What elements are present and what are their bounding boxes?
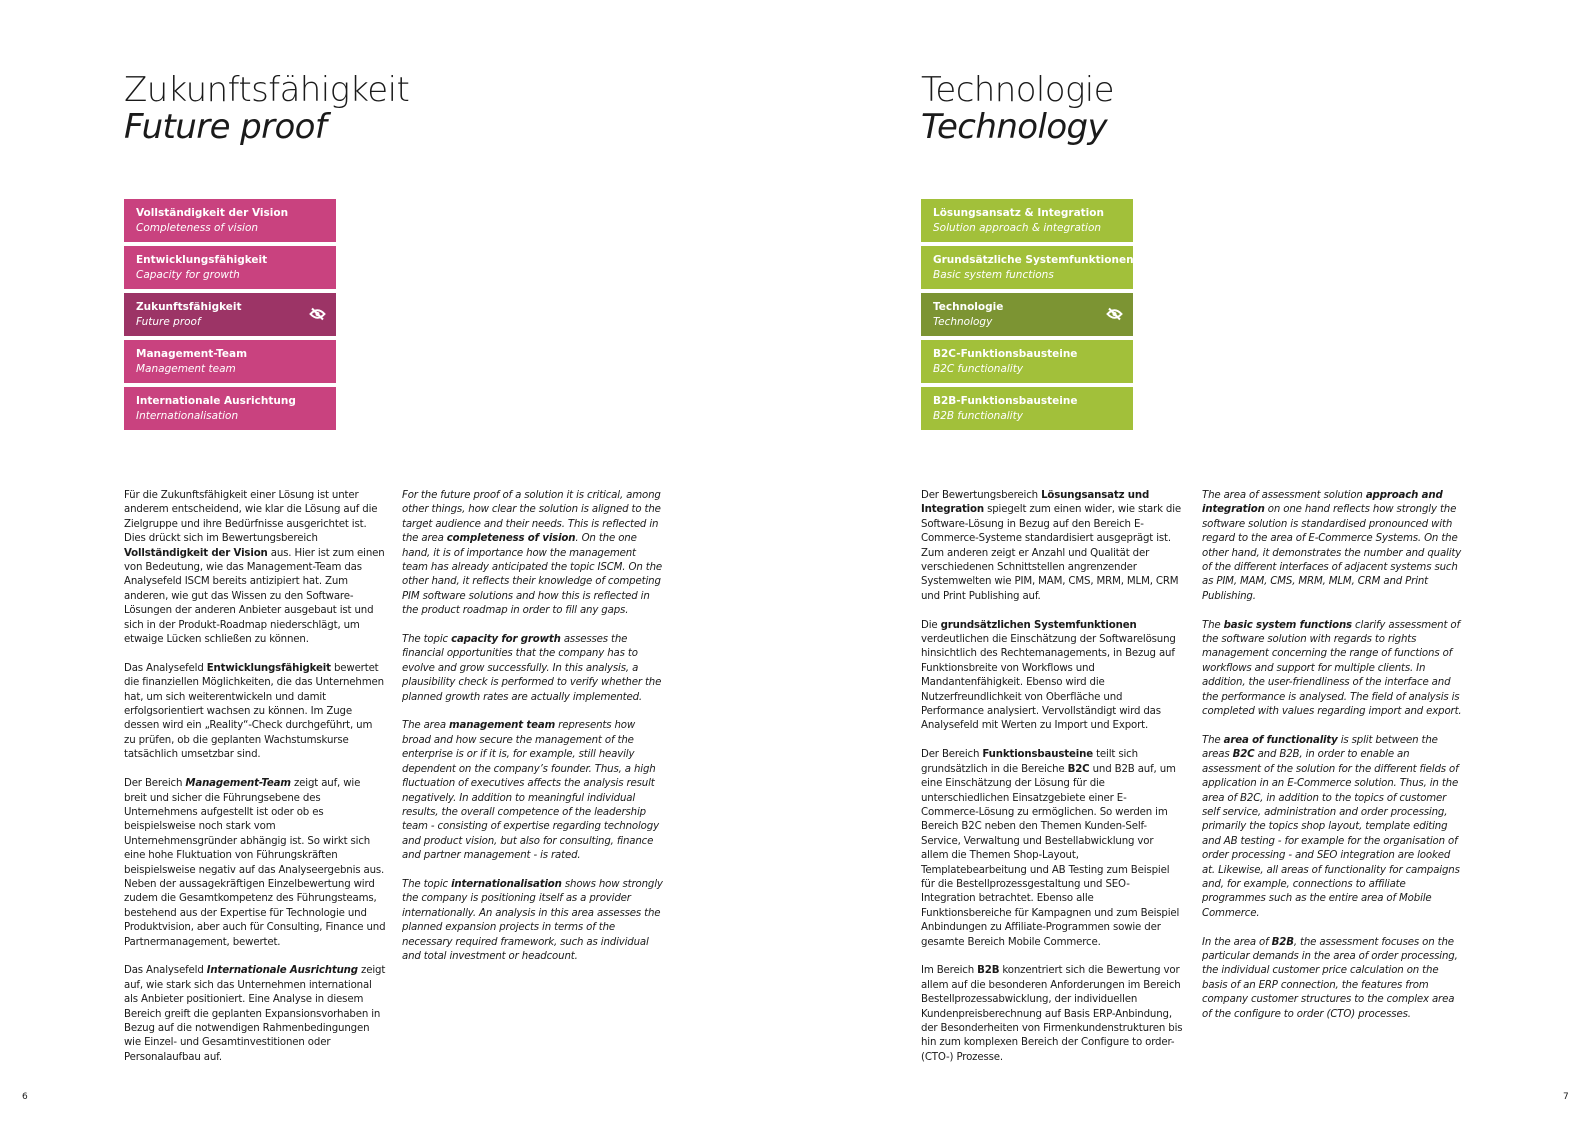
menu-item-label-de: Zukunftsfähigkeit xyxy=(136,301,242,313)
paragraph: Das Analysefeld Internationale Ausrichtung zeigt auf, wie stark sich das Unternehmen international als Anbieter positioniert. Eine Analyse in diesem Bereich greift die geplanten Expansionsvorhaben in Bezug auf die notwendigen Rahmenbedingungen wie Einzel- und Gesamtinvestitionen oder Personalaufbau auf. xyxy=(124,965,386,1063)
paragraph: The topic capacity for growth assesses the financial opportunities that the company has to evolve and grow successfully. In this analysis, a plausibility check is performed to verify whether the planned growth rates are actually implemented. xyxy=(402,634,662,703)
section-menu-right xyxy=(921,199,1133,434)
menu-item-label-en: Management team xyxy=(136,363,236,375)
emphasis: grundsätzlichen Systemfunktionen xyxy=(940,619,1137,631)
menu-item-label-en: B2B functionality xyxy=(933,410,1023,422)
body-text-de-right xyxy=(921,489,1183,1080)
page-title-right xyxy=(921,72,1114,146)
eye-slash-icon xyxy=(1106,307,1123,321)
menu-item-label-en: Internationalisation xyxy=(136,410,239,422)
paragraph: Im Bereich B2B konzentriert sich die Bewertung vor allem auf die besonderen Anforderungen im Bereich Bestellprozessabwicklung, der individuellen Kundenpreisberechnung auf Basis ERP-Anbindung, der Besonderheiten von Firmenkundenstrukturen bis hin zum komplexen Bereich der Configure to order-(CTO-) Prozesse. xyxy=(921,965,1183,1063)
emphasis: Entwicklungsfähigkeit xyxy=(206,662,331,674)
menu-item-label-en: Basic system functions xyxy=(933,269,1054,281)
menu-item-label-en: Solution approach & integration xyxy=(933,222,1102,234)
emphasis: Lösungsansatz und Integration xyxy=(921,490,1150,516)
menu-item-solution-approach[interactable] xyxy=(921,199,1133,242)
body-text-en-left xyxy=(402,489,664,979)
paragraph: The topic internationalisation shows how strongly the company is positioning itself as a provider internationally. An analysis in this area assesses the planned expansion projects in terms of the necessary required framework, such as individual and total investment or headcount. xyxy=(402,878,663,962)
page-number-right: 7 xyxy=(1563,1092,1569,1102)
paragraph: In the area of B2B, the assessment focuses on the particular demands in the area of order processing, the individual customer price calculation on the basis of an ERP connection, the features from company customer structures to the complex area of the configure to order (CTO) processes. xyxy=(1202,936,1458,1020)
section-menu-left xyxy=(124,199,336,434)
paragraph: Der Bewertungsbereich Lösungsansatz und Integration spiegelt zum einen wider, wie stark die Software-Lösung in Bezug auf den Bereich E-Commerce-Systeme standardisiert ausgeprägt ist. Zum anderen zeigt er Anzahl und Qualität der verschiedenen Schnittstellen angrenzender Systemwelten wie PIM, MAM, CMS, MRM, MLM, CRM und Print Publishing auf. xyxy=(921,490,1182,602)
emphasis: capacity for growth xyxy=(451,634,561,646)
emphasis: basic system functions xyxy=(1223,619,1352,631)
menu-item-label-en: B2C functionality xyxy=(933,363,1024,375)
menu-item-label-de: Grundsätzliche Systemfunktionen xyxy=(933,254,1134,266)
eye-slash-icon xyxy=(309,307,326,321)
page-number-left: 6 xyxy=(22,1092,28,1102)
menu-item-b2c-functionality[interactable] xyxy=(921,340,1133,383)
body-text-de-left xyxy=(124,489,386,1080)
emphasis: Funktionsbausteine xyxy=(982,749,1093,761)
menu-item-label-en: Future proof xyxy=(136,316,201,328)
title-en: Technology xyxy=(921,107,1108,147)
emphasis: B2C xyxy=(1232,749,1255,761)
paragraph: Für die Zukunftsfähigkeit einer Lösung ist unter anderem entscheidend, wie klar die Lösung auf die Zielgruppe und ihre Bedürfnisse ausgerichtet ist. Dies drückt sich im Bewertungsbereich Vollständigkeit der Vision aus. Hier ist zum einen von Bedeutung, wie das Management-Team das Analysefeld ISCM bereits antizipiert hat. Zum anderen, wie gut das Wissen zu den Software-Lösungen der anderen Anbieter ausgebaut ist und sich in der Produkt-Roadmap niederschlägt, um etwaige Lücken schließen zu können. xyxy=(124,490,385,646)
menu-item-completeness-of-vision[interactable] xyxy=(124,199,336,242)
emphasis: area of functionality xyxy=(1223,734,1338,746)
menu-item-label-de: Internationale Ausrichtung xyxy=(136,395,296,407)
menu-item-b2b-functionality[interactable] xyxy=(921,387,1133,430)
menu-item-label-de: Entwicklungsfähigkeit xyxy=(136,254,268,266)
menu-item-label-en: Capacity for growth xyxy=(136,269,240,281)
menu-item-basic-system-functions[interactable] xyxy=(921,246,1133,289)
menu-item-label-de: Vollständigkeit der Vision xyxy=(136,207,289,219)
emphasis: Internationale Ausrichtung xyxy=(206,965,358,977)
menu-item-capacity-for-growth[interactable] xyxy=(124,246,336,289)
emphasis: Management-Team xyxy=(185,778,291,790)
paragraph: Das Analysefeld Entwicklungsfähigkeit bewertet die finanziellen Möglichkeiten, die das Unternehmen hat, um sich weiterentwickeln und damit erfolgsorientiert wachsen zu können. Im Zuge dessen wird ein „Reality“-Check durchgeführt, um zu prüfen, ob die geplanten Wachstumskurse tatsächlich umsetzbar sind. xyxy=(124,662,384,761)
paragraph: Der Bereich Management-Team zeigt auf, wie breit und sicher die Führungsebene des Unternehmens aufgestellt ist oder ob es beispielsweise noch stark vom Unternehmensgründer abhängig ist. So wirkt sich eine hohe Fluktuation von Führungskräften beispielsweise negativ auf das Analyseergebnis aus. Neben der aussagekräftigen Einzelbewertung wird zudem die Gesamtkompetenz des Führungsteams, bestehend aus der Expertise für Technologie und Produktvision, aber auch für Consulting, Finance und Partnermanagement, bewertet. xyxy=(124,778,386,948)
menu-item-label-de: B2B-Funktionsbausteine xyxy=(933,395,1078,407)
menu-item-label-de: Lösungsansatz & Integration xyxy=(933,207,1104,219)
menu-item-label-de: B2C-Funktionsbausteine xyxy=(933,348,1078,360)
emphasis: completeness of vision xyxy=(446,533,576,545)
emphasis: Vollständigkeit der Vision xyxy=(124,547,268,559)
menu-item-internationalisation[interactable] xyxy=(124,387,336,430)
paragraph: Die grundsätzlichen Systemfunktionen verdeutlichen die Einschätzung der Softwarelösung hinsichtlich des Rechtemanagements, in Bezug auf Funktionsbreite von Workflows und Mandantenfähigkeit. Ebenso wird die Nutzerfreundlichkeit von Oberfläche und Performance analysiert. Vervollständigt wird das Analysefeld mit Werten zu Import und Export. xyxy=(921,619,1176,732)
emphasis: approach and integration xyxy=(1202,490,1443,516)
paragraph: The area of assessment solution approach and integration on one hand reflects how strongly the software solution is standardised pronounced with regard to the area of E-Commerce Systems. On the other hand, it demonstrates the number and quality of the different interfaces of adjacent systems such as PIM, MAM, CMS, MRM, MLM, CRM and Print Publishing. xyxy=(1202,490,1462,602)
emphasis: B2B xyxy=(1271,936,1294,948)
paragraph: The area of functionality is split between the areas B2C and B2B, in order to enable an assessment of the solution for the different fields of application in an E-Commerce solution. Thus, in the area of B2C, in addition to the topics of customer self service, administration and order processing, primarily the topics shop layout, template editing and AB testing - for example for the organisation of order processing - and SEO integration are looked at. Likewise, all areas of functionality for campaigns and, for example, connections to affiliate programmes such as the entire area of Mobile Commerce. xyxy=(1202,734,1460,919)
menu-item-label-en: Technology xyxy=(933,316,993,328)
paragraph: For the future proof of a solution it is critical, among other things, how clear the solution is aligned to the target audience and their needs. This is reflected in the area completeness of vision. On the one hand, it is of importance how the management team has already anticipated the topic ISCM. On the other hand, it reflects their knowledge of competing PIM software solutions and how this is reflected in the product roadmap in order to fill any gaps. xyxy=(402,490,663,617)
title-de: Technologie xyxy=(921,70,1114,110)
menu-item-future-proof[interactable] xyxy=(124,293,336,336)
paragraph: The area management team represents how broad and how secure the management of the enterprise is or if it is, for example, still heavily dependent on the company’s founder. Thus, a high fluctuation of executives affects the analysis result negatively. In addition to meaningful individual results, the overall competence of the leadership team - consisting of expertise regarding technology and product vision, but also for consulting, finance and partner management - is rated. xyxy=(402,720,659,862)
emphasis: internationalisation xyxy=(451,878,562,890)
menu-item-label-en: Completeness of vision xyxy=(136,222,259,234)
title-en: Future proof xyxy=(124,107,327,147)
menu-item-management-team[interactable] xyxy=(124,340,336,383)
emphasis: B2C xyxy=(1067,763,1090,775)
paragraph: The basic system functions clarify assessment of the software solution with regards to rights management concerning the range of functions of workflows and support for multiple clients. In addition, the user-friendliness of the interface and the performance is analysed. The field of analysis is completed with values regarding import and export. xyxy=(1202,619,1462,718)
menu-item-label-de: Technologie xyxy=(933,301,1004,313)
page-title-left xyxy=(124,72,409,146)
title-de: Zukunftsfähigkeit xyxy=(124,70,410,110)
emphasis: B2B xyxy=(977,965,1000,977)
body-text-en-right xyxy=(1202,489,1464,1036)
paragraph: Der Bereich Funktionsbausteine teilt sich grundsätzlich in die Bereiche B2C und B2B auf, um eine Einschätzung der Lösung für die unterschiedlichen Einsatzgebiete einer E-Commerce-Lösung zu ermöglichen. So werden im Bereich B2C neben den Themen Kunden-Self-Service, Verwaltung und Bestellabwicklung vor allem die Themen Shop-Layout, Templatebearbeitung und AB Testing zum Beispiel für die Bestellprozessgestaltung und SEO-Integration betrachtet. Ebenso alle Funktionsbereiche für Kampagnen und zum Beispiel Anbindungen zu Affiliate-Programmen sowie der gesamte Bereich Mobile Commerce. xyxy=(921,749,1180,948)
emphasis: management team xyxy=(449,720,556,732)
menu-item-technology[interactable] xyxy=(921,293,1133,336)
menu-item-label-de: Management-Team xyxy=(136,348,248,360)
